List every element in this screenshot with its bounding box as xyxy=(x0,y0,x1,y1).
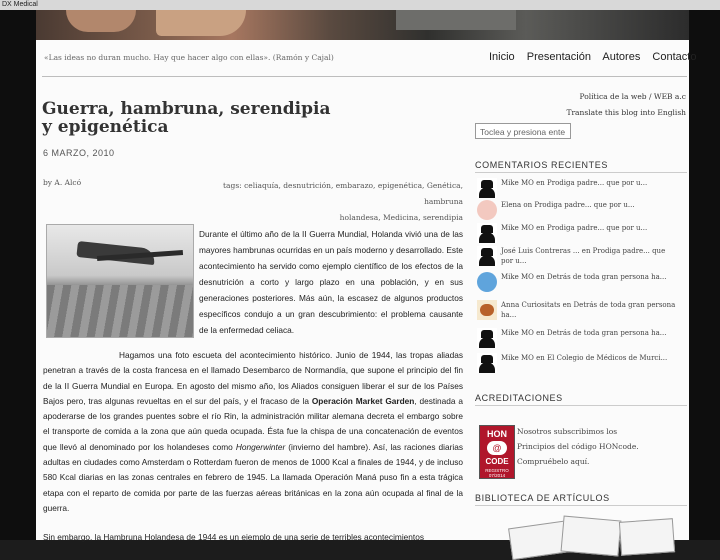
para2-text-a: Hagamos una foto escueta del acontecimiento histórico. Junio de 1944, las tropas aliadas penetran a través de la costa francesa en el llamado Desembarco de Normandía, que supone el principio del fin de la II Guerra Mundial en Europa. En agosto del mismo año, los Aliados consiguen liberar el sur de los Países Bajos pero, tras algunas revueltas en el sur del país, y el fracaso de la xyxy=(43,350,463,406)
library-heading: BIBLIOTECA DE ARTÍCULOS xyxy=(475,493,610,503)
acred-line-1: Nosotros subscribimos los xyxy=(517,427,618,436)
post-paragraph-2 xyxy=(43,348,463,516)
library-divider xyxy=(475,505,687,506)
acred-line-2[interactable]: Principios del código HONcode. xyxy=(517,442,639,451)
sidebar-links xyxy=(556,89,686,121)
right-frame xyxy=(689,10,720,540)
recent-comments-divider xyxy=(475,172,687,173)
nav-item-contacto[interactable]: Contacto xyxy=(652,51,697,63)
left-frame xyxy=(0,10,36,540)
header-divider xyxy=(42,76,687,77)
avatar-icon xyxy=(477,200,497,220)
post-tags-line-1[interactable]: tags: celiaquía, desnutrición, embarazo, epigenética, Genética, hambruna xyxy=(223,181,463,206)
blog-page xyxy=(36,10,697,542)
article-library-image[interactable] xyxy=(502,510,687,550)
post-paragraph-3: Sin embargo, la Hambruna Holandesa de 1944 es un ejemplo de una serie de terribles acontecimientos xyxy=(43,532,424,542)
post-date: 6 MARZO, 2010 xyxy=(43,148,115,158)
recent-comment-item[interactable] xyxy=(477,272,687,292)
avatar-icon xyxy=(477,178,497,198)
header-quote: «Las ideas no duran mucho. Hay que hacer algo con ellas». (Ramón y Cajal) xyxy=(44,53,334,62)
recent-comment-item[interactable] xyxy=(477,246,687,266)
comment-text[interactable]: Anna Curiositats en Detrás de toda gran persona ha... xyxy=(501,301,676,319)
avatar-icon xyxy=(477,246,497,266)
hon-badge-text: HON xyxy=(487,429,507,439)
comment-text[interactable]: Mike MO en Prodiga padre... que por u... xyxy=(501,224,648,232)
translate-link[interactable]: Translate this blog into English xyxy=(566,108,686,117)
para2-text-b: , destinada a apoderarse de los grandes puentes sobre el río Rin, la administración militar alemana decreta el embargo sobre el transporte de comida a la zona que aún queda ocupada. Ésta fue la chispa de una concatenación de eventos que llevó al denominado por los holandeses como xyxy=(43,395,463,452)
nav-item-autores[interactable]: Autores xyxy=(602,51,641,63)
butterfly-avatar-icon xyxy=(477,300,497,320)
para2-text-c: (invierno del hambre). Así, las raciones diarias adultas en ciudades como Amsterdam o Rotterdam fueron de menos de 1000 Kcal a finales de 1944, y de incluso 580 Kcal diarias en las zonas centrales en febrero de 1945. La llamada Operación Maná puso fin a esta trágica etapa con el reparto de comida por parte de las fuerzas aéreas británicas en la zona aún ocupada al final de la guerra. xyxy=(43,441,463,513)
recent-comment-item[interactable] xyxy=(477,353,687,373)
avatar-icon xyxy=(477,328,497,348)
comment-text[interactable]: Elena on Prodiga padre... que por u... xyxy=(501,201,635,209)
accreditations-heading: ACREDITACIONES xyxy=(475,393,563,403)
recent-comment-item[interactable] xyxy=(477,328,687,348)
search-input[interactable]: Toclea y presiona ente xyxy=(475,123,571,139)
comment-text[interactable]: Mike MO en Detrás de toda gran persona ha... xyxy=(501,329,667,337)
comment-text[interactable]: Mike MO en Detrás de toda gran persona ha... xyxy=(501,273,667,281)
avatar-icon xyxy=(477,353,497,373)
header-banner-image xyxy=(36,10,689,40)
hon-at-icon: @ xyxy=(487,441,507,455)
post-title-line-1: Guerra, hambruna, serendipia xyxy=(42,99,331,119)
window-titlebar xyxy=(0,0,720,10)
nav-item-presentacion[interactable]: Presentación xyxy=(526,51,591,63)
main-nav xyxy=(489,51,705,63)
avatar-icon xyxy=(477,223,497,243)
honcode-badge[interactable] xyxy=(479,425,515,479)
comment-text[interactable]: José Luis Contreras ... en Prodiga padre... que por u... xyxy=(501,247,666,265)
comment-text[interactable]: Mike MO en Prodiga padre... que por u... xyxy=(501,179,648,187)
operation-market-garden-link[interactable]: Operación Market Garden xyxy=(311,395,415,406)
hon-badge-registro: REGISTRO 07/2014 xyxy=(485,468,509,478)
recent-comments-heading: COMENTARIOS RECIENTES xyxy=(475,160,608,170)
hongerwinter-term: Hongerwinter xyxy=(235,441,286,452)
post-paragraph-1: Durante el último año de la II Guerra Mundial, Holanda vivió una de las mayores hambrunas ocurridas en un país moderno y desarrollado. Este acontecimiento ha servido como ejemplo científico de los efectos de la desnutrición a corto y largo plazo en una población, y en sus generaciones posteriores. Más aún, la escasez de algunos productos específicos condujo a un gran descubrimiento: el problema causante de la enfermedad celiaca. xyxy=(199,229,463,335)
accreditations-divider xyxy=(475,405,687,406)
comment-text[interactable]: Mike MO en El Colegio de Médicos de Murci... xyxy=(501,354,668,362)
recent-comment-item[interactable] xyxy=(477,300,687,320)
policy-link[interactable]: Política de la web / WEB a.c xyxy=(579,92,686,101)
recent-comment-item[interactable] xyxy=(477,200,687,220)
accreditation-text xyxy=(517,424,687,469)
recent-comment-item[interactable] xyxy=(477,178,687,198)
acred-line-3[interactable]: Compruébelo aquí. xyxy=(517,457,590,466)
post-photo-bomber-plane xyxy=(46,224,194,338)
nav-item-inicio[interactable]: Inicio xyxy=(489,51,515,63)
post-tags xyxy=(218,178,463,226)
avatar-icon xyxy=(477,272,497,292)
hon-badge-code: CODE xyxy=(485,457,509,466)
window-title: DX Medical xyxy=(2,1,38,8)
post-title[interactable] xyxy=(42,100,362,136)
post-author[interactable]: by A. Alcó xyxy=(43,178,82,187)
post-title-line-2: y epigenética xyxy=(42,117,169,137)
recent-comment-item[interactable] xyxy=(477,223,687,243)
post-tags-line-2[interactable]: holandesa, Medicina, serendipia xyxy=(339,213,463,222)
